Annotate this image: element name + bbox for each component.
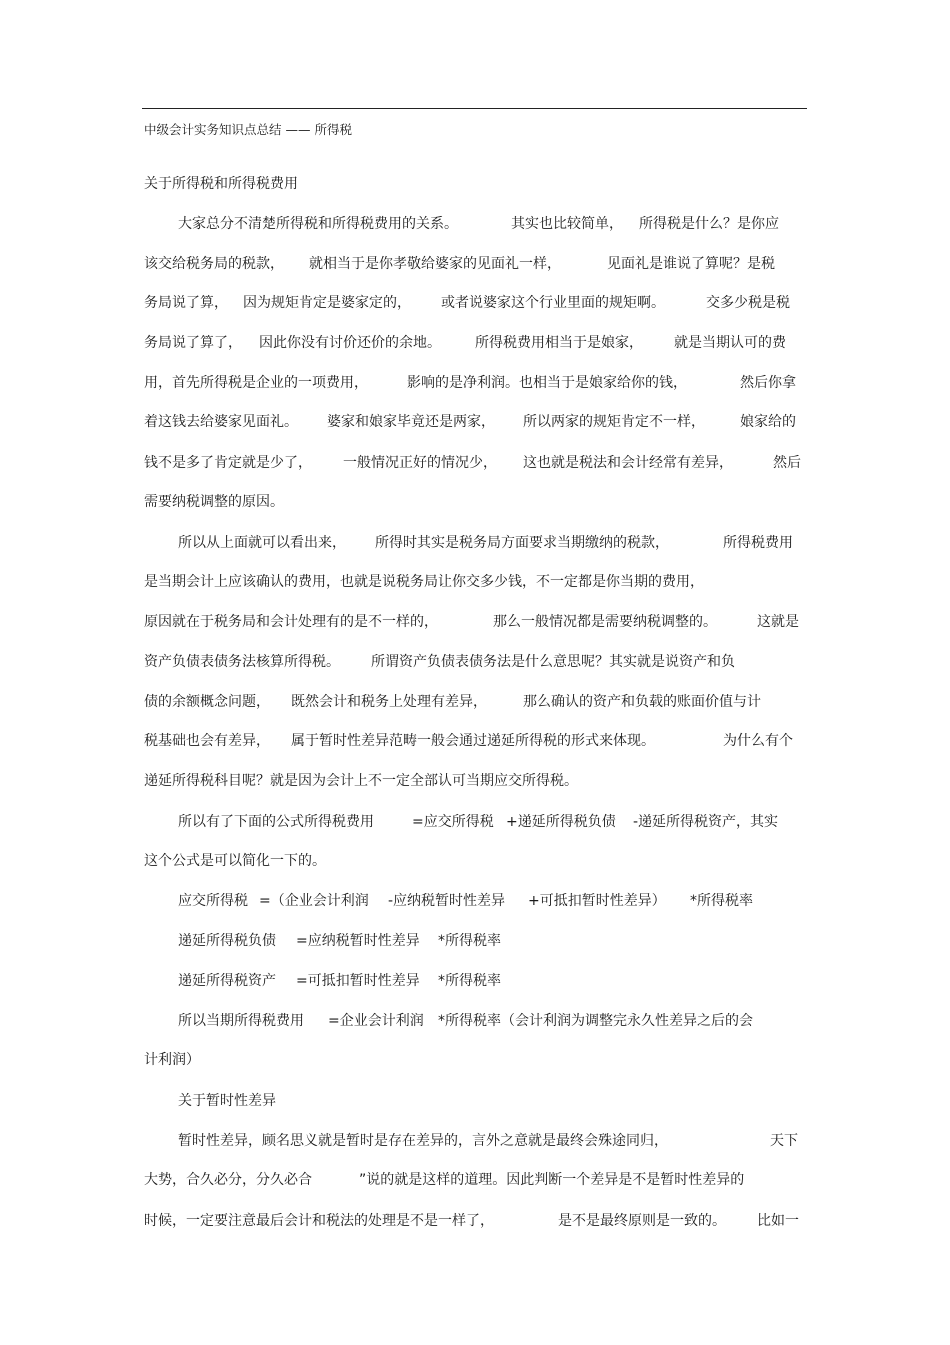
- text-segment: 因此你没有讨价还价的余地。: [259, 335, 441, 351]
- text-segment: 所以从上面就可以看出来，: [178, 535, 346, 551]
- text-line: [0, 1089, 950, 1113]
- text-segment: 大家总分不清楚所得税和所得税费用的关系。: [178, 216, 458, 232]
- text-segment: 需要纳税调整的原因。: [144, 494, 284, 510]
- text-line: [0, 969, 950, 993]
- text-segment: 关于暂时性差异: [178, 1093, 276, 1109]
- text-segment: 该交给税务局的税款，: [144, 256, 284, 272]
- text-segment: ”说的就是这样的道理。因此判断一个差异是不是暂时性差异的: [359, 1172, 745, 1188]
- text-line: [0, 252, 950, 276]
- text-segment: 债的余额概念问题，: [144, 694, 270, 710]
- text-line: [0, 769, 950, 793]
- text-segment: 这也就是税法和会计经常有差异，: [523, 455, 733, 471]
- text-segment: 务局说了算，: [144, 295, 228, 311]
- text-segment: *所得税率: [438, 973, 501, 989]
- text-segment: *所得税率（会计利润为调整完永久性差异之后的会: [438, 1013, 753, 1029]
- text-segment: 应交所得税: [178, 893, 248, 909]
- text-segment: 就相当于是你孝敬给婆家的见面礼一样，: [309, 256, 561, 272]
- text-line: [0, 570, 950, 594]
- text-segment: 所得税是什么？是你应: [639, 216, 779, 232]
- text-segment: 着这钱去给婆家见面礼。: [144, 414, 298, 430]
- text-line: [0, 729, 950, 753]
- text-segment: 所以当期所得税费用: [178, 1013, 304, 1029]
- text-segment: 计利润）: [144, 1052, 200, 1068]
- text-segment: 见面礼是谁说了算呢？是税: [607, 256, 775, 272]
- text-line: [0, 1048, 950, 1072]
- text-segment: 属于暂时性差异范畴一般会通过递延所得税的形式来体现。: [291, 733, 655, 749]
- text-segment: 其实也比较简单，: [511, 216, 623, 232]
- text-segment: 那么确认的资产和负载的账面价值与计: [523, 694, 761, 710]
- text-line: [0, 291, 950, 315]
- text-line: [0, 1168, 950, 1192]
- text-line: [0, 490, 950, 514]
- text-segment: 是不是最终原则是一致的。: [558, 1213, 726, 1229]
- text-segment: 因为规矩肯定是婆家定的，: [243, 295, 411, 311]
- text-segment: *所得税率: [438, 933, 501, 949]
- text-line: [0, 172, 950, 196]
- text-segment: 天下: [770, 1133, 798, 1149]
- text-segment: =应交所得税: [412, 814, 494, 830]
- text-segment: 娘家给的: [740, 414, 796, 430]
- text-segment: 这个公式是可以简化一下的。: [144, 853, 326, 869]
- text-line: [0, 889, 950, 913]
- text-segment: 婆家和娘家毕竟还是两家，: [327, 414, 495, 430]
- text-segment: 是当期会计上应该确认的费用，也就是说税务局让你交多少钱，不一定都是你当期的费用，: [144, 574, 704, 590]
- text-segment: 暂时性差异，顾名思义就是暂时是存在差异的，言外之意就是最终会殊途同归，: [178, 1133, 668, 1149]
- text-segment: 用，首先所得税是企业的一项费用，: [144, 375, 368, 391]
- text-segment: 递延所得税负债: [178, 933, 276, 949]
- text-segment: 所谓资产负债表债务法是什么意思呢？其实就是说资产和负: [371, 654, 735, 670]
- text-line: [0, 690, 950, 714]
- text-segment: *所得税率: [690, 893, 753, 909]
- text-segment: =企业会计利润: [328, 1013, 424, 1029]
- text-segment: -应纳税暂时性差异: [388, 893, 506, 909]
- page-header-title: 中级会计实务知识点总结 —— 所得税: [144, 122, 352, 137]
- text-segment: =可抵扣暂时性差异: [296, 973, 420, 989]
- text-line: [0, 929, 950, 953]
- text-segment: 一般情况正好的情况少，: [343, 455, 497, 471]
- text-segment: 税基础也会有差异，: [144, 733, 270, 749]
- text-line: [0, 451, 950, 475]
- text-segment: 然后你拿: [740, 375, 796, 391]
- text-segment: 所得税费用相当于是娘家，: [475, 335, 643, 351]
- text-segment: 或者说婆家这个行业里面的规矩啊。: [441, 295, 665, 311]
- text-segment: 原因就在于税务局和会计处理有的是不一样的，: [144, 614, 438, 630]
- text-segment: -递延所得税资产，其实: [633, 814, 779, 830]
- text-segment: 务局说了算了，: [144, 335, 242, 351]
- text-line: [0, 331, 950, 355]
- text-segment: 时候，一定要注意最后会计和税法的处理是不是一样了，: [144, 1213, 494, 1229]
- text-segment: 那么一般情况都是需要纳税调整的。: [493, 614, 717, 630]
- text-segment: 这就是: [757, 614, 799, 630]
- text-segment: 既然会计和税务上处理有差异，: [291, 694, 487, 710]
- text-segment: 递延所得税科目呢？就是因为会计上不一定全部认可当期应交所得税。: [144, 773, 578, 789]
- text-line: [0, 1129, 950, 1153]
- text-segment: 钱不是多了肯定就是少了，: [144, 455, 312, 471]
- text-line: [0, 810, 950, 834]
- text-segment: =（企业会计利润: [259, 893, 369, 909]
- text-segment: =应纳税暂时性差异: [296, 933, 420, 949]
- text-segment: 所得时其实是税务局方面要求当期缴纳的税款，: [375, 535, 669, 551]
- text-line: [0, 212, 950, 236]
- text-segment: 所以有了下面的公式所得税费用: [178, 814, 374, 830]
- text-line: [0, 650, 950, 674]
- text-segment: 资产负债表债务法核算所得税。: [144, 654, 340, 670]
- text-line: [0, 1209, 950, 1233]
- text-segment: 然后: [773, 455, 801, 471]
- text-segment: 比如一: [757, 1213, 799, 1229]
- text-segment: 所以两家的规矩肯定不一样，: [523, 414, 705, 430]
- text-segment: +可抵扣暂时性差异）: [528, 893, 666, 909]
- text-segment: 递延所得税资产: [178, 973, 276, 989]
- text-segment: 大势，合久必分，分久必合: [144, 1172, 312, 1188]
- text-line: [0, 610, 950, 634]
- text-line: [0, 849, 950, 873]
- text-line: [0, 410, 950, 434]
- text-line: [0, 371, 950, 395]
- text-segment: 影响的是净利润。也相当于是娘家给你的钱，: [407, 375, 687, 391]
- text-segment: 就是当期认可的费: [674, 335, 786, 351]
- header-rule: [142, 108, 807, 109]
- text-segment: +递延所得税负债: [506, 814, 616, 830]
- text-segment: 为什么有个: [723, 733, 793, 749]
- text-segment: 交多少税是税: [706, 295, 790, 311]
- text-line: [0, 531, 950, 555]
- text-segment: 关于所得税和所得税费用: [144, 176, 298, 192]
- text-line: [0, 1009, 950, 1033]
- text-segment: 所得税费用: [723, 535, 793, 551]
